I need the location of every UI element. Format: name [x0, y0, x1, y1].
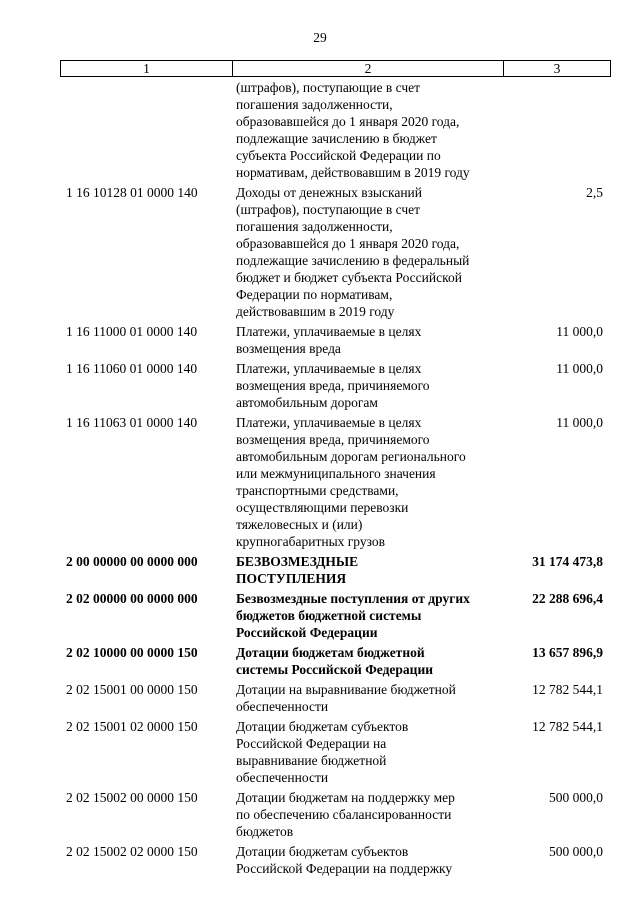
budget-table-body [60, 79, 611, 880]
table-row [60, 553, 611, 587]
budget-code: 1 16 10128 01 0000 140 [66, 185, 198, 200]
table-row [60, 414, 611, 550]
income-description: Доходы от денежных взысканий (штрафов), поступающие в счет погашения задолженности, образовавшейся до 1 января 2020 года, подлежащие зачислению в федеральный бюджет и бюджет субъекта Российской Федерации по нормативам, действовавшим в 2019 году [236, 185, 470, 319]
budget-code: 2 02 15002 00 0000 150 [66, 790, 198, 805]
income-description: Безвозмездные поступления от других бюджетов бюджетной системы Российской Федерации [236, 591, 470, 640]
budget-code: 2 02 00000 00 0000 000 [66, 591, 198, 606]
page-number: 29 [313, 30, 327, 45]
budget-code: 1 16 11060 01 0000 140 [66, 361, 198, 376]
amount: 2,5 [586, 185, 603, 200]
amount: 500 000,0 [549, 790, 603, 805]
budget-code: 1 16 11063 01 0000 140 [66, 415, 198, 430]
table-row [60, 590, 611, 641]
budget-code: 2 02 15001 02 0000 150 [66, 719, 198, 734]
table-row [60, 323, 611, 357]
amount: 500 000,0 [549, 844, 603, 859]
amount: 12 782 544,1 [532, 682, 603, 697]
table-row [60, 79, 611, 181]
table-row [60, 184, 611, 320]
amount: 11 000,0 [556, 324, 603, 339]
budget-code [60, 79, 232, 181]
column-header-2: 2 [233, 61, 504, 76]
amount: 11 000,0 [556, 361, 603, 376]
budget-code: 2 02 15002 02 0000 150 [66, 844, 198, 859]
budget-code: 2 02 15001 00 0000 150 [66, 682, 198, 697]
table-row [60, 681, 611, 715]
income-description: Платежи, уплачиваемые в целях возмещения вреда [236, 324, 422, 356]
income-description: Дотации на выравнивание бюджетной обеспеченности [236, 682, 456, 714]
income-description: Дотации бюджетам на поддержку мер по обеспечению сбалансированности бюджетов [236, 790, 455, 839]
budget-code: 1 16 11000 01 0000 140 [66, 324, 198, 339]
income-description: Дотации бюджетам субъектов Российской Федерации на поддержку [236, 844, 453, 876]
income-description: Платежи, уплачиваемые в целях возмещения вреда, причиняемого автомобильным дорогам регионального или межмуниципального значения транспортными средствами, осуществляющими перевозки тяжеловесных и (или) крупногабаритных грузов [236, 415, 466, 549]
table-row [60, 644, 611, 678]
amount [503, 79, 611, 181]
table-row [60, 789, 611, 840]
amount: 31 174 473,8 [532, 554, 603, 569]
amount: 13 657 896,9 [532, 645, 603, 660]
budget-code: 2 00 00000 00 0000 000 [66, 554, 198, 569]
income-description: Дотации бюджетам бюджетной системы Российской Федерации [236, 645, 434, 677]
income-description: Платежи, уплачиваемые в целях возмещения вреда, причиняемого автомобильным дорогам [236, 361, 430, 410]
column-header-3: 3 [553, 61, 561, 76]
table-row [60, 718, 611, 786]
amount: 22 288 696,4 [532, 591, 603, 606]
income-description: Дотации бюджетам субъектов Российской Федерации на выравнивание бюджетной обеспеченности [236, 719, 409, 785]
amount: 12 782 544,1 [532, 719, 603, 734]
column-header-1: 1 [61, 61, 233, 76]
income-description: БЕЗВОЗМЕЗДНЫЕ ПОСТУПЛЕНИЯ [236, 554, 359, 586]
table-row [60, 360, 611, 411]
budget-code: 2 02 10000 00 0000 150 [66, 645, 198, 660]
table-header [60, 60, 611, 77]
table-row [60, 843, 611, 877]
income-description: (штрафов), поступающие в счет погашения задолженности, образовавшейся до 1 января 2020 года, подлежащие зачислению в бюджет субъекта Российской Федерации по нормативам, действовавшим в 2019 году [236, 80, 470, 180]
amount: 11 000,0 [556, 415, 603, 430]
